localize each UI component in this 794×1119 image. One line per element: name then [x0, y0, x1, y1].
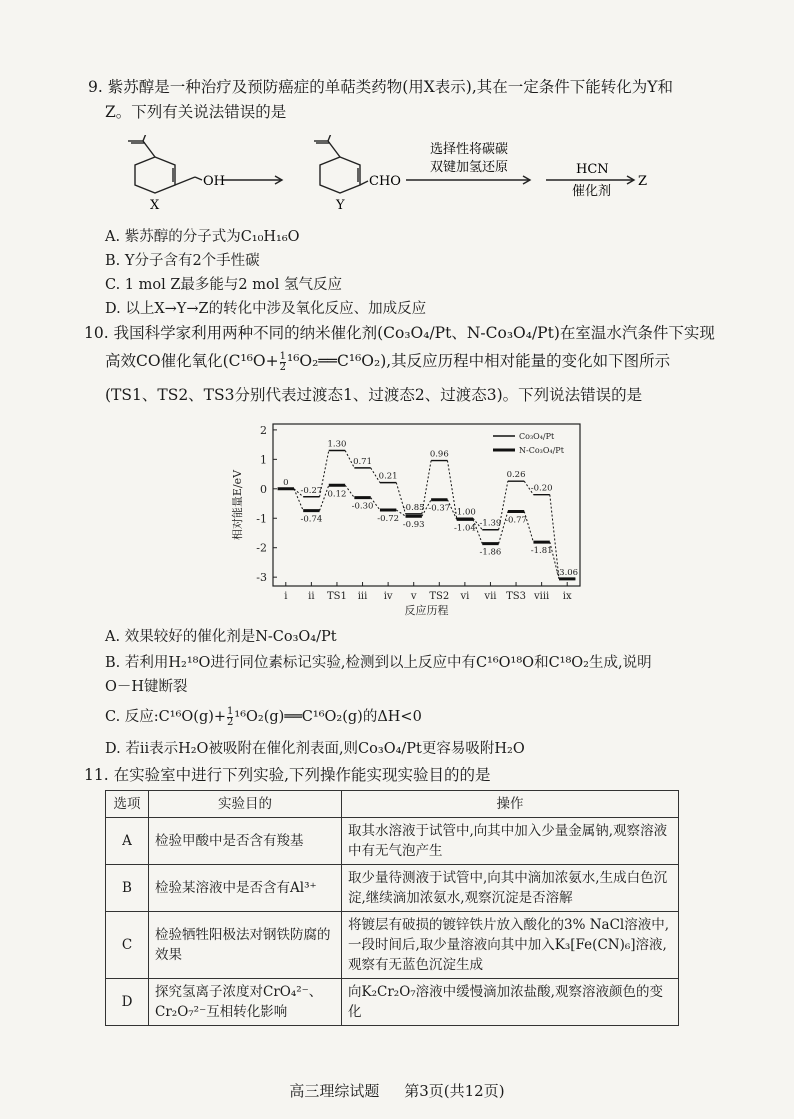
y-tick-label: 2	[260, 423, 267, 437]
experiment-table	[105, 790, 679, 1026]
header-option: 选项	[106, 791, 149, 818]
table-row	[106, 979, 679, 1026]
row-operation: 取少量待测液于试管中,向其中滴加浓氨水,生成白色沉淀,继续滴加浓氨水,观察沉淀是否溶解	[342, 865, 679, 912]
data-label: -1.39	[479, 518, 502, 529]
x-tick-label: v	[410, 591, 417, 602]
cho-label: CHO	[369, 174, 401, 189]
data-label: -0.37	[428, 503, 451, 514]
row-operation: 将镀层有破损的镀锌铁片放入酸化的3% NaCl溶液中,一段时间后,取少量溶液向其中加入K₃[Fe(CN)₆]溶液,观察有无蓝色沉淀生成	[342, 912, 679, 979]
x-axis-title: 反应历程	[404, 604, 449, 617]
table-header-row	[106, 791, 679, 818]
q11-stem: 11. 在实验室中进行下列实验,下列操作能实现实验目的的是	[84, 766, 491, 784]
oh-label: OH	[203, 174, 225, 189]
x-tick-label: ix	[562, 591, 572, 602]
legend-label: Co₃O₄/Pt	[519, 432, 555, 441]
y-tick-label: -2	[256, 541, 267, 555]
data-label: -0.20	[530, 483, 553, 494]
data-label: 0.21	[378, 471, 398, 482]
x-tick-label: TS2	[429, 591, 450, 602]
data-label: -1.81	[530, 546, 553, 557]
data-label: -0.93	[402, 520, 425, 531]
x-tick-label: TS3	[506, 591, 526, 602]
q10-option-d: D. 若ii表示H₂O被吸附在催化剂表面,则Co₃O₄/Pt更容易吸附H₂O	[105, 741, 525, 757]
fraction-half: $\frac{1}{2}$	[279, 350, 286, 373]
condition-1-line2: 双键加氢还原	[430, 160, 509, 175]
y-tick-label: -1	[256, 512, 267, 526]
legend-label: N-Co₃O₄/Pt	[519, 446, 564, 455]
footer-subject: 高三理综试题	[289, 1082, 380, 1100]
x-tick-label: TS1	[327, 591, 347, 602]
header-purpose: 实验目的	[149, 791, 342, 818]
data-label: 0.71	[353, 456, 373, 467]
connector	[345, 485, 354, 497]
q10-stem-line2-pre: 高效CO催化氧化(C¹⁶O+	[105, 352, 279, 370]
table-row	[106, 818, 679, 865]
x-tick-label: viii	[534, 591, 550, 602]
connector	[550, 495, 559, 579]
q10-stem-line1: 10. 我国科学家利用两种不同的纳米催化剂(Co₃O₄/Pt、N-Co₃O₄/Pt)在室温水汽条件下实现	[84, 324, 715, 342]
fraction-half-c: $\frac{1}{2}$	[227, 705, 234, 728]
energy-profile-chart	[225, 416, 595, 626]
data-label: 0	[283, 477, 289, 488]
row-option: D	[106, 979, 149, 1026]
row-operation: 向K₂Cr₂O₇溶液中缓慢滴加浓盐酸,观察溶液颜色的变化	[342, 979, 679, 1026]
condition-2-bottom: 催化剂	[572, 184, 612, 199]
condition-2-top: HCN	[576, 162, 609, 177]
row-option: C	[106, 912, 149, 979]
data-label: 1.30	[327, 439, 347, 450]
row-operation: 取其水溶液于试管中,向其中加入少量金属钠,观察溶液中有无气泡产生	[342, 818, 679, 865]
data-label: -0.77	[505, 515, 527, 526]
data-label: -0.30	[351, 501, 374, 512]
x-label: X	[150, 198, 160, 213]
data-label: -0.85	[402, 502, 425, 513]
q10-stem-line2	[105, 350, 670, 373]
y-tick-label: -3	[256, 571, 267, 585]
q9-option-a: A. 紫苏醇的分子式为C₁₀H₁₆O	[105, 229, 300, 245]
x-tick-label: vi	[460, 591, 470, 602]
x-tick-label: ii	[308, 591, 315, 602]
row-purpose: 检验甲酸中是否含有羧基	[149, 818, 342, 865]
page-footer	[0, 1080, 794, 1101]
q9-option-c: C. 1 mol Z最多能与2 mol 氢气反应	[105, 277, 342, 293]
q9-stem-line2: Z。下列有关说法错误的是	[105, 103, 287, 121]
data-label: 0.96	[429, 449, 449, 460]
data-label: -0.74	[300, 514, 323, 525]
data-label: -0.72	[377, 514, 400, 525]
q10-option-a: A. 效果较好的催化剂是N-Co₃O₄/Pt	[105, 629, 337, 645]
x-tick-label: i	[284, 591, 288, 602]
table-row	[106, 865, 679, 912]
data-label: -1.86	[479, 547, 502, 558]
z-label: Z	[638, 174, 648, 189]
y-axis-title: 相对能量E/eV	[231, 469, 244, 541]
data-label: 0.12	[327, 489, 347, 500]
row-purpose: 探究氢离子浓度对CrO₄²⁻、Cr₂O₇²⁻互相转化影响	[149, 979, 342, 1026]
row-option: B	[106, 865, 149, 912]
q9-option-b: B. Y分子含有2个手性碳	[105, 253, 260, 269]
footer-page-number: 第3页(共12页)	[404, 1082, 505, 1100]
row-option: A	[106, 818, 149, 865]
row-purpose: 检验牺牲阳极法对钢铁防腐的效果	[149, 912, 342, 979]
data-label: -3.06	[556, 567, 579, 578]
q10-stem-line2-post: ¹⁶O₂══C¹⁶O₂),其反应历程中相对能量的变化如下图所示	[286, 352, 671, 370]
q10-option-b-line1: B. 若利用H₂¹⁸O进行同位素标记实验,检测到以上反应中有C¹⁶O¹⁸O和C¹⁸O₂生成,说明	[105, 655, 652, 671]
y-label: Y	[336, 198, 345, 213]
x-tick-label: iii	[357, 591, 368, 602]
condition-1-line1: 选择性将碳碳	[430, 142, 509, 157]
row-purpose: 检验某溶液中是否含有Al³⁺	[149, 865, 342, 912]
q10-stem-line3: (TS1、TS2、TS3分别代表过渡态1、过渡态2、过渡态3)。下列说法错误的是	[105, 386, 643, 404]
x-tick-label: iv	[383, 591, 393, 602]
q10-option-b-line2: O－H键断裂	[105, 679, 188, 695]
q9-reaction-scheme	[110, 135, 710, 215]
header-operation: 操作	[342, 791, 679, 818]
table-row	[106, 912, 679, 979]
data-label: -1.00	[453, 507, 476, 518]
q9-stem-line1: 9. 紫苏醇是一种治疗及预防癌症的单萜类药物(用X表示),其在一定条件下能转化为Y和	[88, 78, 674, 96]
q9-option-d: D. 以上X→Y→Z的转化中涉及氧化反应、加成反应	[105, 301, 427, 317]
x-tick-label: vii	[484, 591, 497, 602]
y-tick-label: 0	[260, 482, 267, 496]
q10-option-c: C. 反应:C¹⁶O(g)+ $\frac{1}{2}$ ¹⁶O₂(g)══C¹⁶O₂(g)的ΔH<0	[105, 705, 422, 728]
y-tick-label: 1	[260, 453, 267, 467]
data-label: -0.27	[300, 485, 323, 496]
data-label: 0.26	[506, 470, 526, 481]
data-label: -1.04	[453, 523, 476, 534]
